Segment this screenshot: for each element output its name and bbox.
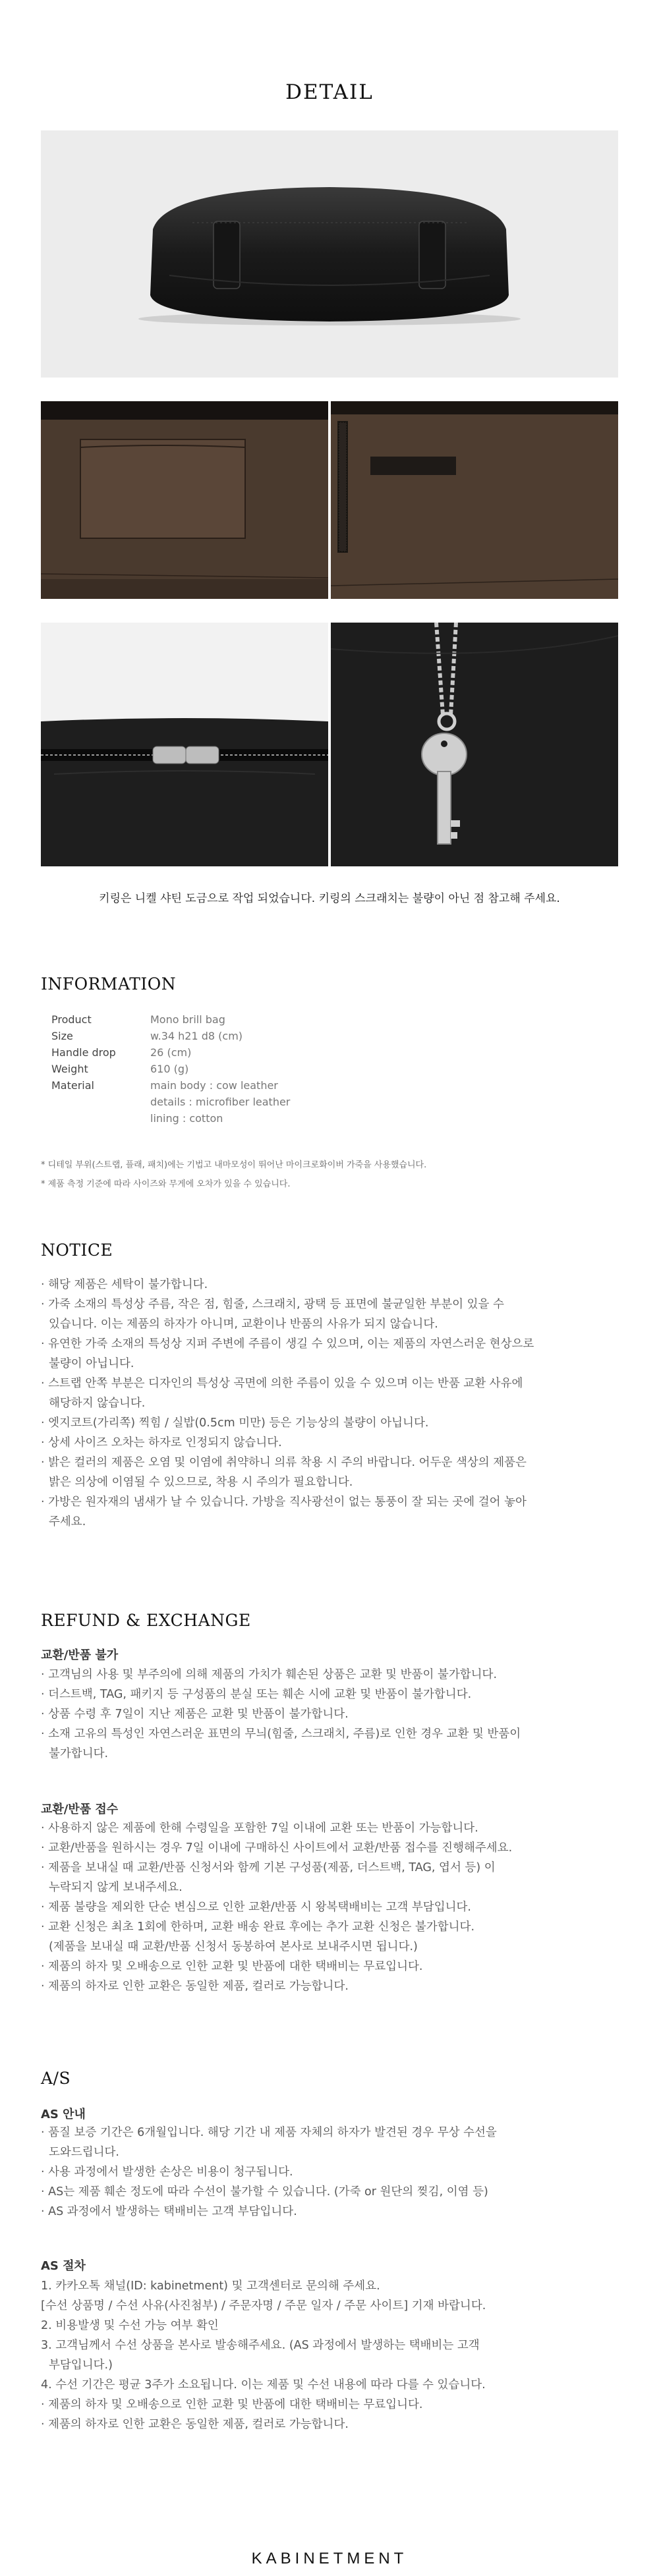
notice-item: · 가죽 소재의 특성상 주름, 작은 점, 힘줄, 스크래치, 광택 등 표면에 불균일한 부분이 있을 수 [41,1298,504,1311]
refund-item: · 더스트백, TAG, 패키지 등 구성품의 분실 또는 훼손 시에 교환 및 반품이 불가합니다. [41,1688,472,1701]
as-subheading-guide: AS 안내 [41,2108,86,2121]
info-key: Material [51,1079,94,1092]
information-table [51,1011,290,1127]
refund-item: · 제품 불량을 제외한 단순 변심으로 인한 교환/반품 시 왕복택배비는 고객 부담입니다. [41,1901,471,1914]
refund-item: · 제품을 보내실 때 교환/반품 신청서와 함께 기본 구성품(제품, 더스트백, TAG, 엽서 등) 이 [41,1861,496,1874]
info-value: w.34 h21 d8 (cm) [150,1030,243,1042]
as-item: 4. 수선 기간은 평균 3주가 소요됩니다. 이는 제품 및 수선 내용에 따라 다를 수 있습니다. [41,2378,486,2392]
info-value: Mono brill bag [150,1013,225,1026]
refund-subheading-request: 교환/반품 접수 [41,1803,119,1816]
refund-heading: REFUND & EXCHANGE [41,1611,251,1630]
as-item: 도와드립니다. [49,2146,119,2159]
refund-item: · 교환 신청은 최초 1회에 한하며, 교환 배송 완료 후에는 추가 교환 신청은 불가합니다. [41,1920,475,1934]
refund-item: 불가합니다. [49,1747,109,1760]
as-item: 부담입니다.) [49,2359,113,2372]
information-heading: INFORMATION [41,974,177,994]
info-row [51,1028,290,1044]
info-value: details : microfiber leather [150,1096,291,1108]
key-charm-photo [331,623,618,866]
interior-pocket-photo [41,401,328,599]
bag-top-photo [41,130,618,378]
info-row [51,1011,290,1028]
as-item: 2. 비용발생 및 수선 가능 여부 확인 [41,2319,219,2332]
notice-item: 불량이 아닙니다. [49,1357,134,1370]
info-key: Handle drop [51,1046,116,1059]
notice-item: · 해당 제품은 세탁이 불가합니다. [41,1278,208,1291]
notice-heading: NOTICE [41,1241,113,1260]
info-row [51,1094,290,1110]
info-key: Weight [51,1063,88,1075]
info-key: Size [51,1030,73,1042]
notice-item: 주세요. [49,1515,86,1528]
as-procedure-list [41,2276,621,2434]
info-value: 26 (cm) [150,1046,192,1059]
refund-no-exchange-list [41,1665,621,1764]
info-value: main body : cow leather [150,1079,278,1092]
as-item: [수선 상품명 / 수선 사유(사진첨부) / 주문자명 / 주문 일자 / 주문 사이트] 기재 바랍니다. [41,2299,486,2312]
refund-item: · 사용하지 않은 제품에 한해 수령일을 포함한 7일 이내에 교환 또는 반품이 가능합니다. [41,1822,478,1835]
refund-item: (제품을 보내실 때 교환/반품 신청서 동봉하여 본사로 보내주시면 됩니다.) [49,1940,418,1953]
information-footnote: * 제품 측정 기준에 따라 사이즈와 무게에 오차가 있을 수 있습니다. [41,1179,291,1189]
as-item: · 제품의 하자 및 오배송으로 인한 교환 및 반품에 대한 택배비는 무료입니다. [41,2398,423,2411]
zipper-closeup-photo [41,623,328,866]
refund-item: · 교환/반품을 원하시는 경우 7일 이내에 구매하신 사이트에서 교환/반품 접수를 진행해주세요. [41,1841,513,1855]
notice-item: · 스트랩 안쪽 부분은 디자인의 특성상 곡면에 의한 주름이 있을 수 있으며 이는 반품 교환 사유에 [41,1377,523,1390]
refund-item: 누락되지 않게 보내주세요. [49,1881,183,1894]
refund-subheading-no-exchange: 교환/반품 불가 [41,1648,119,1662]
info-row [51,1110,290,1127]
interior-zipper-photo [331,401,618,599]
notice-item: · 밝은 컬러의 제품은 오염 및 이염에 취약하니 의류 착용 시 주의 바랍니다. 어두운 색상의 제품은 [41,1456,527,1469]
info-row [51,1061,290,1077]
info-value: lining : cotton [150,1112,223,1125]
as-item: · 사용 과정에서 발생한 손상은 비용이 청구됩니다. [41,2166,293,2179]
detail-title: DETAIL [285,80,374,104]
brand-footer: KABINETMENT [251,2550,408,2567]
as-item: · 제품의 하자로 인한 교환은 동일한 제품, 컬러로 가능합니다. [41,2418,349,2431]
as-item: 1. 카카오톡 채널(ID: kabinetment) 및 고객센터로 문의해 주세요. [41,2280,380,2293]
refund-request-list [41,1818,621,1996]
refund-item: · 제품의 하자 및 오배송으로 인한 교환 및 반품에 대한 택배비는 무료입니다. [41,1960,423,1973]
info-key [51,1110,150,1127]
info-key: Product [51,1013,92,1026]
as-guide-list [41,2123,621,2222]
as-heading: A/S [41,2069,71,2088]
refund-item: · 상품 수령 후 7일이 지난 제품은 교환 및 반품이 불가합니다. [41,1708,349,1721]
info-row [51,1044,290,1061]
notice-item: 있습니다. 이는 제품의 하자가 아니며, 교환이나 반품의 사유가 되지 않습니다. [49,1318,438,1331]
notice-item: · 상세 사이즈 오차는 하자로 인정되지 않습니다. [41,1436,282,1449]
as-item: · AS 과정에서 발생하는 택배비는 고객 부담입니다. [41,2205,297,2218]
as-subheading-procedure: AS 절차 [41,2259,86,2273]
refund-item: · 제품의 하자로 인한 교환은 동일한 제품, 컬러로 가능합니다. [41,1980,349,1993]
refund-item: · 소재 고유의 특성인 자연스러운 표면의 무늬(힘줄, 스크래치, 주름)로 인한 경우 교환 및 반품이 [41,1727,521,1741]
notice-item: · 유연한 가죽 소재의 특성상 지퍼 주변에 주름이 생길 수 있으며, 이는 제품의 자연스러운 현상으로 [41,1337,534,1351]
info-value: 610 (g) [150,1063,189,1075]
as-item: · AS는 제품 훼손 정도에 따라 수선이 불가할 수 있습니다. (가죽 or 원단의 찢김, 이염 등) [41,2185,488,2198]
notice-item: 밝은 의상에 이염될 수 있으므로, 착용 시 주의가 필요합니다. [49,1476,353,1489]
info-row [51,1077,290,1094]
notice-list [41,1275,621,1532]
notice-item: · 엣지코트(가리쪽) 찍힘 / 실밥(0.5cm 미만) 등은 기능상의 불량이 아닙니다. [41,1416,429,1430]
refund-item: · 고객님의 사용 및 부주의에 의해 제품의 가치가 훼손된 상품은 교환 및 반품이 불가합니다. [41,1668,498,1681]
as-item: 3. 고객님께서 수선 상품을 본사로 발송해주세요. (AS 과정에서 발생하는 택배비는 고객 [41,2339,480,2352]
notice-item: · 가방은 원자재의 냄새가 날 수 있습니다. 가방을 직사광선이 없는 통풍이 잘 되는 곳에 걸어 놓아 [41,1496,527,1509]
information-footnote: * 디테일 부위(스트랩, 플래, 패치)에는 기법고 내마모성이 뛰어난 마이크로화이버 가죽을 사용했습니다. [41,1160,427,1170]
notice-item: 해당하지 않습니다. [49,1397,146,1410]
key-ring-caption: 키링은 니켈 샤틴 도금으로 작업 되었습니다. 키링의 스크래치는 불량이 아닌 점 참고해 주세요. [99,892,560,905]
info-key [51,1094,150,1110]
as-item: · 품질 보증 기간은 6개월입니다. 해당 기간 내 제품 자체의 하자가 발견된 경우 무상 수선을 [41,2126,497,2139]
